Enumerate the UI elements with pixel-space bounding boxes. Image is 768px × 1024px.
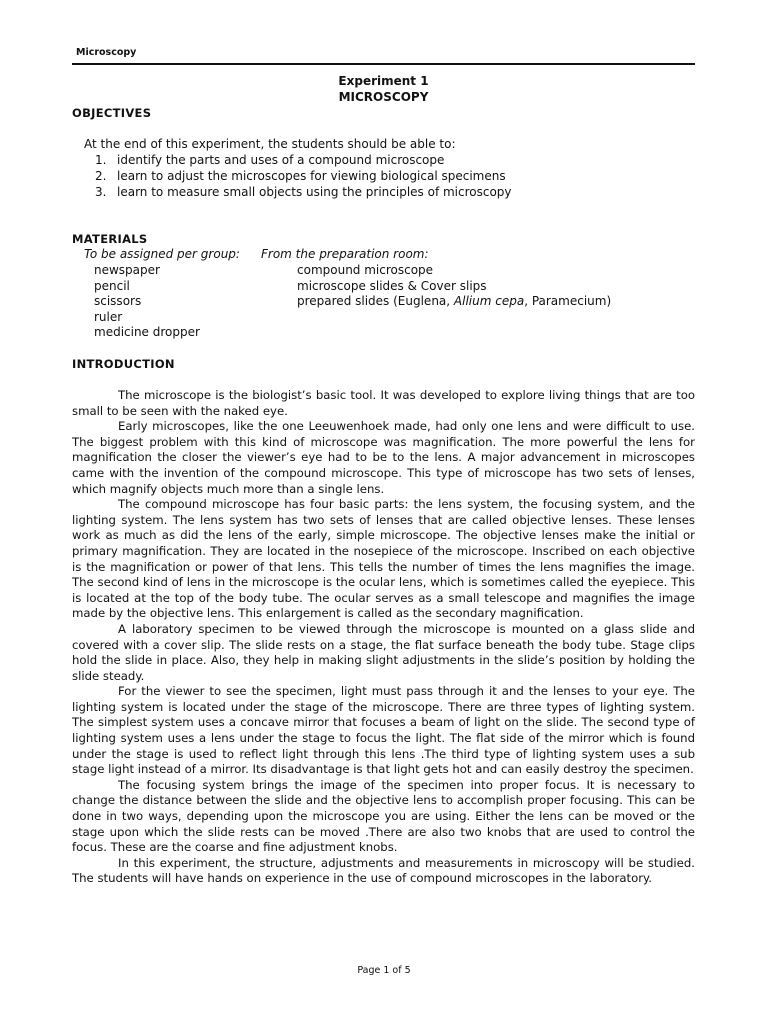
objectives-intro: At the end of this experiment, the students should be able to:	[84, 137, 456, 151]
item-text: identify the parts and uses of a compound microscope	[117, 153, 445, 167]
introduction-heading: INTRODUCTION	[72, 357, 175, 371]
paragraph: The compound microscope has four basic parts: the lens system, the focusing system, and the lighting system. The lens system has two sets of lenses that are called objective lenses. These lenses work as much as did the lens of the early, simple microscope. The objective lenses make the initial or primary magnification. They are located in the nosepiece of the microscope. Inscribed on each objective is the magnification or power of that lens. This tells the number of times the lens magnifies the image. The second kind of lens in the microscope is the ocular lens, which is sometimes called the eyepiece. This is located at the top of the body tube. The ocular serves as a small telescope and magnifies the image made by the objective lens. This enlargement is called as the secondary magnification.	[72, 497, 695, 621]
list-item	[95, 184, 512, 200]
group-materials-list	[94, 263, 200, 341]
list-item	[95, 152, 512, 168]
item-number: 3.	[95, 185, 107, 199]
materials-heading: MATERIALS	[72, 232, 148, 246]
species-name: Allium cepa	[453, 294, 525, 309]
list-item: newspaper	[94, 263, 160, 277]
objectives-list	[95, 152, 512, 200]
list-item	[95, 168, 512, 184]
title-block	[72, 73, 695, 105]
list-item: ruler	[94, 309, 123, 324]
paragraph: Early microscopes, like the one Leeuwenhoek made, had only one lens and were difficult to use. The biggest problem with this kind of microscope was magnification. The more powerful the lens for magnification the closer the viewer’s eye had to be to the lens. A major advancement in microscopes came with the invention of the compound microscope. This type of microscope has two sets of lenses, which magnify objects much more than a single lens.	[72, 419, 695, 496]
experiment-title: MICROSCOPY	[338, 90, 429, 104]
prep-room-list	[297, 263, 611, 310]
item-number: 2.	[95, 169, 107, 183]
paragraph: A laboratory specimen to be viewed through the microscope is mounted on a glass slide and covered with a cover slip. The slide rests on a stage, the flat surface beneath the body tube. Stage clips hold the slide in place. Also, they help in making slight adjustments in the slide’s position by holding the slide steady.	[72, 621, 695, 683]
item-text: learn to adjust the microscopes for viewing biological specimens	[117, 169, 506, 183]
list-item: scissors	[94, 294, 142, 309]
item-number: 1.	[95, 153, 107, 167]
header-rule	[72, 63, 695, 65]
prepared-slides-text: prepared slides (Euglena,	[297, 294, 454, 309]
list-item: pencil	[94, 278, 130, 293]
objectives-heading: OBJECTIVES	[72, 106, 152, 120]
paragraph: In this experiment, the structure, adjustments and measurements in microscopy will be studied. The students will have hands on experience in the use of compound microscopes in the laboratory.	[72, 855, 695, 886]
running-header: Microscopy	[76, 47, 137, 58]
item-text: learn to measure small objects using the principles of microscopy	[117, 185, 512, 199]
paragraph: The focusing system brings the image of the specimen into proper focus. It is necessary to change the distance between the slide and the objective lens to accomplish proper focusing. This can be done in two ways, depending upon the microscope you are using. Either the lens can be moved or the stage upon which the slide rests can be moved .There are also two knobs that are used to control the focus. These are the coarse and fine adjustment knobs.	[72, 777, 695, 855]
page-number: Page 1 of 5	[357, 965, 411, 976]
list-item: compound microscope	[297, 263, 434, 277]
paragraph: For the viewer to see the specimen, light must pass through it and the lenses to your eye. The lighting system is located under the stage of the microscope. There are three types of lighting system. The simplest system uses a concave mirror that focuses a beam of light on the slide. The second type of lighting system uses a lens under the stage to focus the light. The flat side of the mirror which is found under the stage is used to reflect light through this lens .The third type of lighting system uses a sub stage light instead of a mirror. Its disadvantage is that light gets hot and can easily destroy the specimen.	[72, 684, 695, 777]
prepared-slides-text-end: , Paramecium)	[524, 294, 612, 309]
introduction-body	[72, 388, 695, 887]
experiment-number: Experiment 1	[338, 74, 429, 88]
list-item	[297, 294, 611, 310]
prep-room-header: From the preparation room:	[261, 247, 429, 261]
list-item: medicine dropper	[94, 325, 200, 340]
list-item: microscope slides & Cover slips	[297, 278, 487, 293]
group-materials-header: To be assigned per group:	[84, 247, 240, 261]
paragraph: The microscope is the biologist’s basic tool. It was developed to explore living things that are too small to be seen with the naked eye.	[72, 388, 695, 418]
